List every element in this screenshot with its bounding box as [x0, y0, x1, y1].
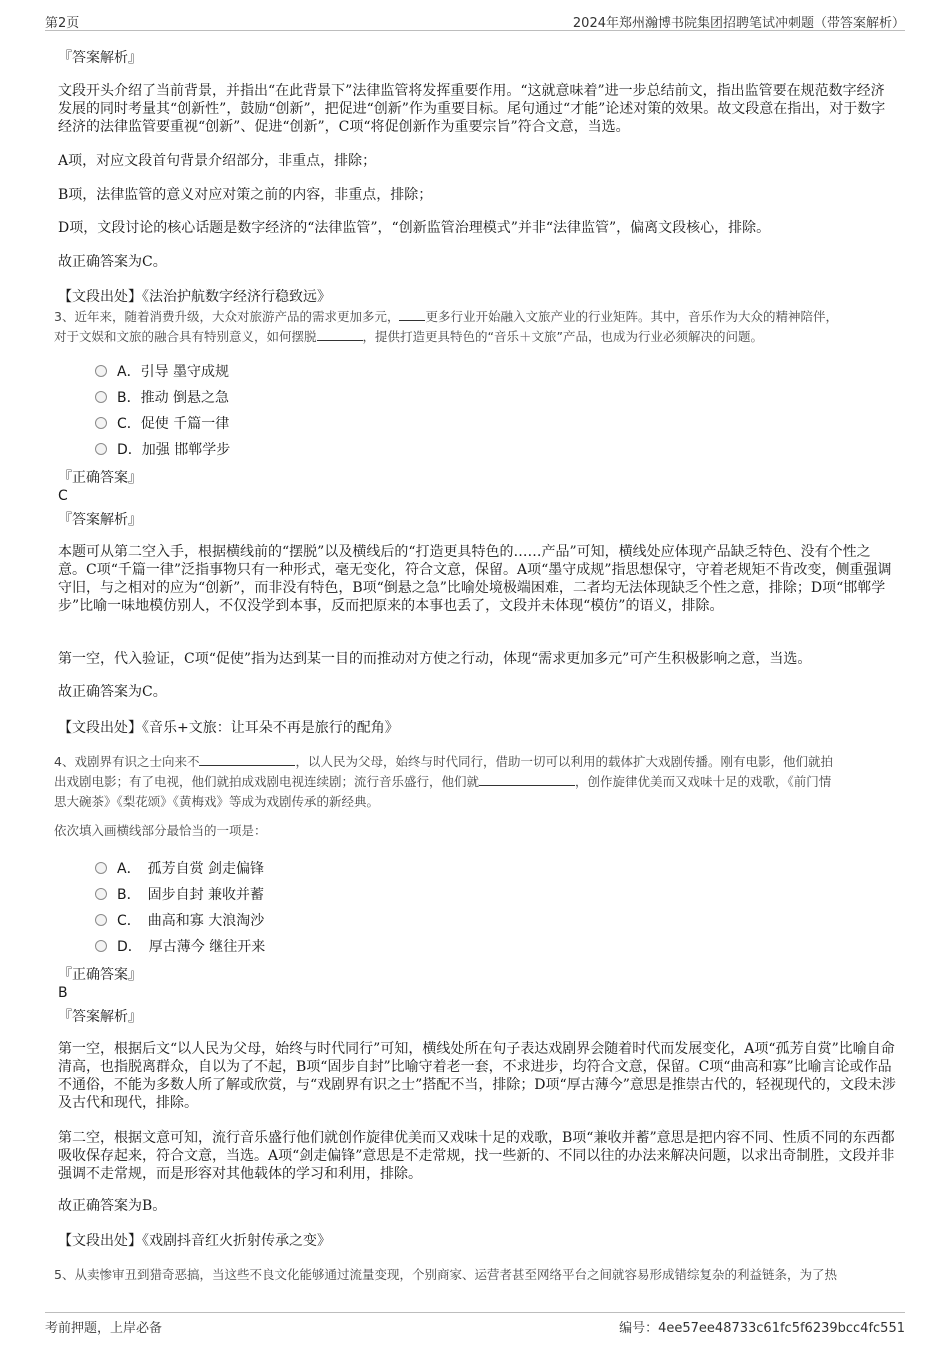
q2-analysis-option-d: D项，文段讨论的核心话题是数字经济的“法律监管”，“创新监管治理模式”并非“法律监管”，偏离文段核心，排除。	[58, 220, 771, 236]
q5-stem: 5、从卖惨审丑到猎奇恶搞，当这些不良文化能够通过流量变现，个别商家、运营者甚至网络平台之间就容易形成错综复杂的利益链条，为了热	[54, 1267, 837, 1282]
page-footer	[45, 1312, 905, 1335]
q4-option-b[interactable]: B． 固步自封 兼收并蓄	[95, 884, 264, 904]
q3-option-b[interactable]: B．推动 倒悬之急	[95, 387, 229, 407]
document-id: 编号：4ee57ee48733c61fc5f6239bcc4fc551	[619, 1321, 905, 1336]
q2-analysis-paragraph: 文段开头介绍了当前背景，并指出“在此背景下”法律监管将发挥重要作用。“这就意味着”进一步总结前文，指出监管要在规范数字经济发展的同时考量其“创新性”，鼓励“创新”，把促进“创新”作为重要目标。尾句通过“才能”论述对策的效果。故文段意在指出，对于数字经济的法律监管要重视“创新”、促进“创新”，C项“将促创新作为重要宗旨”符合文意，当选。	[58, 83, 886, 135]
correct-answer-label: 『正确答案』	[58, 470, 142, 486]
fill-blank	[399, 320, 425, 321]
q3-answer: C	[58, 488, 68, 504]
source-label: 【文段出处】	[58, 720, 142, 736]
radio-button[interactable]	[95, 417, 107, 429]
q3-option-a[interactable]: A．引导 墨守成规	[95, 361, 229, 381]
q3-conclusion: 故正确答案为C。	[58, 684, 167, 700]
source-title: 《法治护航数字经济行稳致远》	[142, 289, 331, 305]
source-label: 【文段出处】	[58, 289, 142, 305]
q4-source	[58, 1230, 331, 1250]
radio-button[interactable]	[95, 914, 107, 926]
fill-blank	[317, 340, 363, 341]
q2-conclusion: 故正确答案为C。	[58, 254, 167, 270]
correct-answer-label: 『正确答案』	[58, 967, 142, 983]
analysis-label: 『答案解析』	[58, 50, 142, 66]
fill-blank	[479, 785, 575, 786]
document-title: 2024年郑州瀚博书院集团招聘笔试冲刺题（带答案解析）	[572, 16, 905, 31]
q4-analysis-paragraph-2: 第二空，根据文意可知，流行音乐盛行他们就创作旋律优美而又戏味十足的戏歌，B项“兼收并蓄”意思是把内容不同、性质不同的东西都吸收保存起来，符合文意，当选。A项“剑走偏锋”意思是不走常规，找一些新的、不同以往的办法来解决问题，以求出奇制胜，文段并非强调不走常规，而是形容对其他载体的学习和利用，排除。	[58, 1130, 895, 1182]
q3-option-d[interactable]: D．加强 邯郸学步	[95, 439, 230, 459]
q3-source	[58, 717, 399, 737]
q3-option-c[interactable]: C．促使 千篇一律	[95, 413, 229, 433]
q3-analysis-paragraph-1: 本题可从第二空入手，根据横线前的“摆脱”以及横线后的“打造更具特色的……产品”可知，横线处应体现产品缺乏特色、没有个性之意。C项“千篇一律”泛指事物只有一种形式，毫无变化，符合文意，保留。A项“墨守成规”指思想保守，守着老规矩不肯改变，侧重强调守旧，与之相对的应为“创新”，而非没有特色，B项“倒悬之急”比喻处境极端困难，二者均无法体现缺乏个性之意，排除；D项“邯郸学步”比喻一味地模仿别人，不仅没学到本事，反而把原来的本事也丢了，文段并未体现“模仿”的语义，排除。	[58, 544, 892, 614]
q3-analysis-paragraph-2: 第一空，代入验证，C项“促使”指为达到某一目的而推动对方使之行动，体现“需求更加多元”可产生积极影响之意，当选。	[58, 651, 812, 667]
q2-analysis-option-a: A项，对应文段首句背景介绍部分，非重点，排除；	[58, 153, 377, 169]
footer-slogan: 考前押题，上岸必备	[45, 1321, 163, 1336]
q2-source	[58, 286, 331, 306]
analysis-label: 『答案解析』	[58, 1009, 142, 1025]
radio-button[interactable]	[95, 443, 107, 455]
q4-analysis-paragraph-1: 第一空，根据后文“以人民为父母，始终与时代同行”可知，横线处所在句子表达戏剧界会随着时代而发展变化，A项“孤芳自赏”比喻自命清高，也指脱离群众，自以为了不起，B项“固步自封”比喻守着老一套，不求进步，均符合文意，保留。C项“曲高和寡”比喻言论或作品不通俗，不能为多数人所了解或欣赏，与“戏剧界有识之士”搭配不当，排除；D项“厚古薄今”意思是推崇古代的，轻视现代的，文段未涉及古代和现代，排除。	[58, 1041, 896, 1111]
q4-stem: 4、戏剧界有识之士向来不 ，以人民为父母，始终与时代同行，借助一切可以利用的载体扩大戏剧传播。刚有电影，他们就拍 出戏剧电影；有了电视，他们就拍成戏剧电视连续剧；流行音乐盛行，他们就 ，创作旋律优美而又戏味十足的戏歌，《前门情 思大碗茶》《梨花颂》《黄梅戏》等成为戏剧传承的新经典。	[54, 754, 833, 809]
radio-button[interactable]	[95, 365, 107, 377]
page-number: 第2页	[45, 16, 80, 31]
q2-analysis-option-b: B项，法律监管的意义对应对策之前的内容，非重点，排除；	[58, 187, 433, 203]
radio-button[interactable]	[95, 391, 107, 403]
source-title: 《音乐+文旅：让耳朵不再是旅行的配角》	[142, 720, 399, 736]
fill-blank	[199, 765, 295, 766]
radio-button[interactable]	[95, 862, 107, 874]
q4-option-d[interactable]: D． 厚古薄今 继往开来	[95, 936, 265, 956]
analysis-label: 『答案解析』	[58, 512, 142, 528]
q3-stem: 3、近年来，随着消费升级，大众对旅游产品的需求更加多元， 更多行业开始融入文旅产业的行业矩阵。其中，音乐作为大众的精神陪伴， 对于文娱和文旅的融合具有特别意义，如何摆脱 ，提供打造更具特色的“音乐＋文旅”产品，也成为行业必须解决的问题。	[54, 309, 838, 344]
radio-button[interactable]	[95, 940, 107, 952]
source-title: 《戏剧抖音红火折射传承之变》	[142, 1233, 331, 1249]
page-header	[45, 8, 905, 31]
source-label: 【文段出处】	[58, 1233, 142, 1249]
q4-instruction: 依次填入画横线部分最恰当的一项是：	[54, 823, 267, 838]
q4-conclusion: 故正确答案为B。	[58, 1198, 167, 1214]
q4-option-a[interactable]: A． 孤芳自赏 剑走偏锋	[95, 858, 264, 878]
radio-button[interactable]	[95, 888, 107, 900]
q4-option-c[interactable]: C． 曲高和寡 大浪淘沙	[95, 910, 264, 930]
q4-answer: B	[58, 985, 68, 1001]
